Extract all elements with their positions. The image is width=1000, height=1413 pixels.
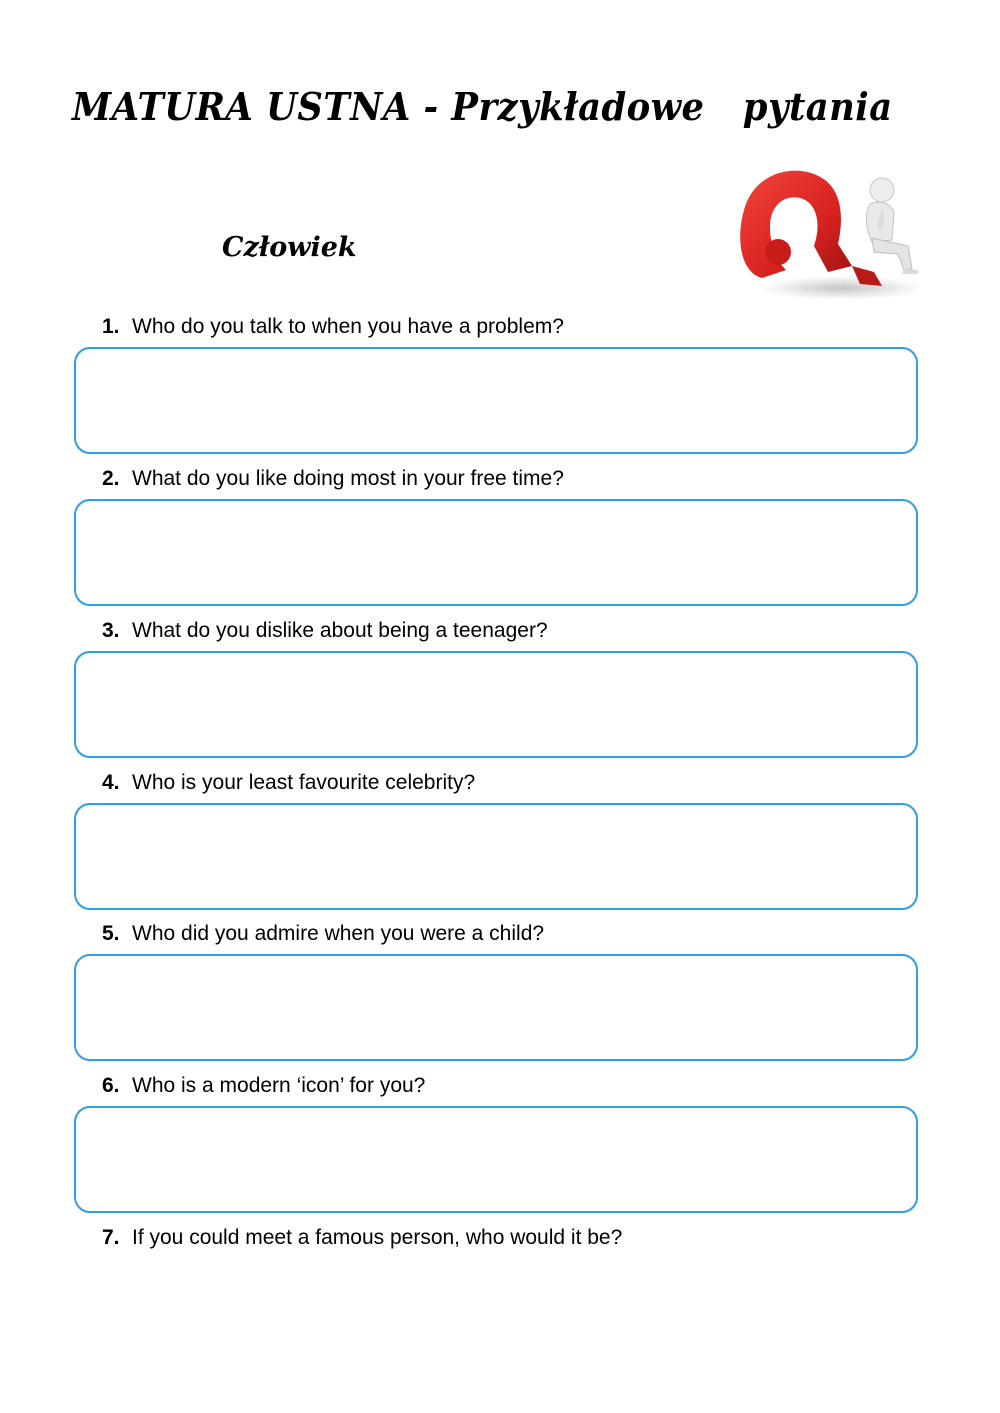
question-number: 3. [102, 619, 120, 642]
question-text: Who is a modern ‘icon’ for you? [132, 1074, 426, 1097]
question-2 [102, 467, 564, 491]
question-number: 4. [102, 771, 120, 794]
answer-box-1[interactable] [74, 347, 918, 454]
question-text: What do you dislike about being a teenager? [132, 619, 548, 642]
question-text: Who did you admire when you were a child? [132, 922, 545, 945]
question-7 [102, 1226, 622, 1250]
thinking-figure-on-question-mark-icon [732, 160, 922, 305]
question-4 [102, 771, 475, 795]
section-subtitle: Człowiek [222, 232, 357, 263]
question-1 [102, 315, 564, 339]
answer-box-5[interactable] [74, 954, 918, 1061]
question-5 [102, 922, 544, 946]
question-3 [102, 619, 548, 643]
question-number: 2. [102, 467, 120, 490]
answer-box-6[interactable] [74, 1106, 918, 1213]
question-number: 7. [102, 1226, 120, 1249]
answer-box-4[interactable] [74, 803, 918, 910]
question-text: What do you like doing most in your free time? [132, 467, 564, 490]
question-number: 5. [102, 922, 120, 945]
worksheet-title: MATURA USTNA - Przykładowe pytania [72, 84, 893, 129]
question-number: 6. [102, 1074, 120, 1097]
question-number: 1. [102, 315, 120, 338]
question-text: Who do you talk to when you have a problem? [132, 315, 564, 338]
question-text: If you could meet a famous person, who would it be? [132, 1226, 623, 1249]
answer-box-3[interactable] [74, 651, 918, 758]
question-text: Who is your least favourite celebrity? [132, 771, 476, 794]
question-6 [102, 1074, 425, 1098]
answer-box-2[interactable] [74, 499, 918, 606]
